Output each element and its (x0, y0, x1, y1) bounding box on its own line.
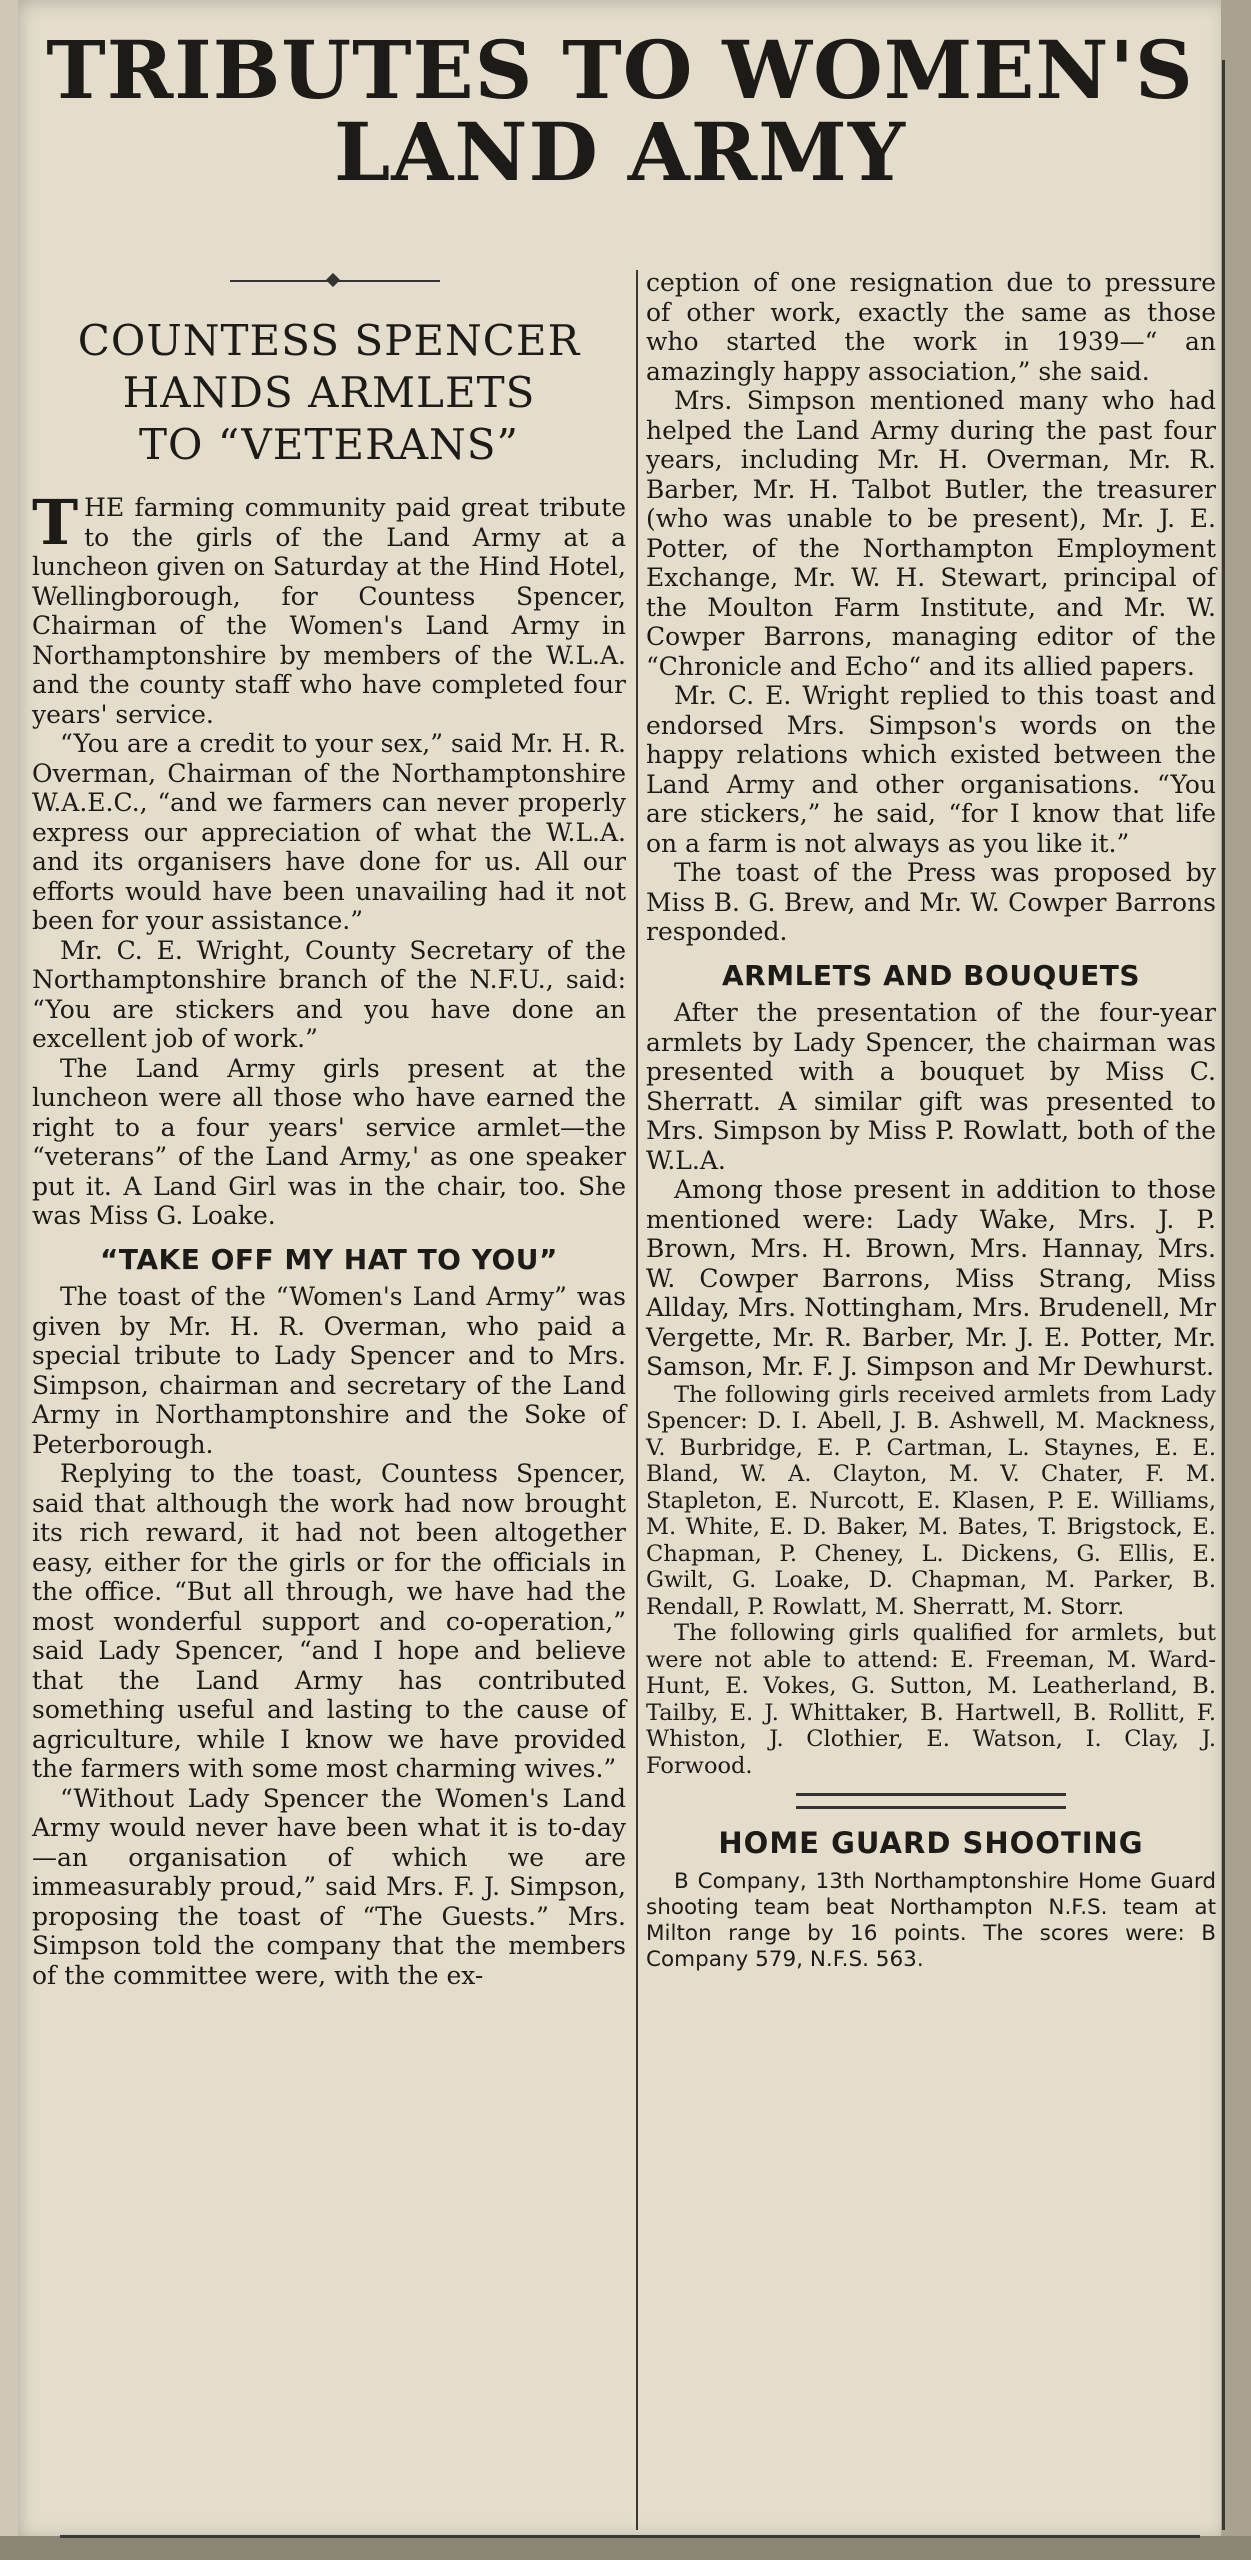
article-paragraph: Among those present in addition to those mentioned were: Lady Wake, Mrs. J. P. Brown, Mrs. H. Brown, Mrs. Hannay, Mrs. W. Cowper Barrons, Miss Strang, Miss Allday, Mrs. Nottingham, Mrs. Brudenell, Mr Vergette, Mr. R. Barber, Mr. J. E. Potter, Mr. Samson, Mr. F. J. Simpson and Mr Dewhurst. (646, 1175, 1216, 1381)
headline-line1: TRIBUTES TO WOMEN'S (46, 23, 1194, 117)
subhead-line1: COUNTESS SPENCER (77, 316, 581, 365)
article-paragraph: Mr. C. E. Wright, County Secretary of the Northamptonshire branch of the N.F.U., said: “You are stickers and you have done an excellent job of work.” (32, 935, 626, 1053)
subhead-line3: TO “VETERANS” (138, 420, 520, 469)
article-paragraph: Replying to the toast, Countess Spencer, said that although the work had now brought its rich reward, it had not been altogether easy, either for the girls or for the officials in the office. “But all through, we have had the most wonderful support and co-operation,” said Lady Spencer, “and I hope and believe that the Land Army has contributed something useful and lasting to the cause of agriculture, while I know we have provided the farmers with some most charming wives.” (32, 1459, 626, 1783)
article-paragraph: “Without Lady Spencer the Women's Land Army would never have been what it is to-day—an organisation of which we are immeasurably proud,” said Mrs. F. J. Simpson, proposing the toast of “The Guests.” Mrs. Simpson told the company that the members of the committee were, with the ex- (32, 1783, 626, 1990)
right-column (646, 268, 1216, 1973)
bottom-rule (60, 2535, 1200, 2538)
article-paragraph: Mrs. Simpson mentioned many who had helped the Land Army during the past four years, including Mr. H. Overman, Mr. R. Barber, Mr. H. Talbot Butler, the treasurer (who was unable to be present), Mr. J. E. Potter, of the Northampton Employment Exchange, Mr. W. H. Stewart, principal of the Moulton Farm Institute, and Mr. W. Cowper Barrons, managing editor of the “Chronicle and Echo“ and its allied papers. (646, 386, 1216, 681)
article-paragraph: B Company, 13th Northamptonshire Home Guard shooting team beat Northampton N.F.S. team at Milton range by 16 points. The scores were: B Company 579, N.F.S. 563. (646, 1868, 1216, 1972)
article-paragraph: “You are a credit to your sex,” said Mr. H. R. Overman, Chairman of the Northamptonshire W.A.E.C., “and we farmers can never properly express our appreciation of what the W.L.A. and its organisers have done for us. All our efforts would have been unavailing had it not been for your assistance.” (32, 729, 626, 935)
article-paragraph: The following girls received armlets from Lady Spencer: D. I. Abell, J. B. Ashwell, M. Mackness, V. Burbridge, E. P. Cartman, L. Staynes, E. E. Bland, W. A. Clayton, M. V. Chater, F. M. Stapleton, E. Nurcott, E. Klasen, P. E. Williams, M. White, E. D. Baker, M. Bates, T. Brigstock, E. Chapman, P. Cheney, L. Dickens, G. Ellis, E. Gwilt, G. Loake, D. Chapman, M. Parker, B. Rendall, P. Rowlatt, M. Sherratt, M. Storr. (646, 1381, 1216, 1620)
section-heading-home-guard: HOME GUARD SHOOTING (718, 1826, 1144, 1860)
article-paragraph: The following girls qualified for armlets, but were not able to attend: E. Freeman, M. Ward-Hunt, E. Vokes, G. Sutton, M. Leatherland, B. Tailby, E. J. Whittaker, B. Hartwell, B. Rollitt, F. Whiston, J. Clothier, E. Watson, I. Clay, J. Forwood. (646, 1620, 1216, 1779)
article-paragraph: Mr. C. E. Wright replied to this toast and endorsed Mrs. Simpson's words on the happy relations which existed between the Land Army and other organisations. “You are stickers,” he said, “for I know that life on a farm is not always as you like it.” (646, 681, 1216, 858)
article-paragraph: The Land Army girls present at the luncheon were all those who have earned the right to a four years' service armlet—the “veterans” of the Land Army,' as one speaker put it. A Land Girl was in the chair, too. She was Miss G. Loake. (32, 1053, 626, 1230)
headline (20, 23, 1220, 199)
article-paragraph: The toast of the Press was proposed by Miss B. G. Brew, and Mr. W. Cowper Barrons responded. (646, 858, 1216, 946)
ornament-rule (230, 280, 440, 282)
double-rule (796, 1793, 1066, 1809)
article-paragraph: ception of one resignation due to pressure of other work, exactly the same as those who started the work in 1939—“ an amazingly happy association,” she said. (646, 268, 1216, 386)
right-border-rule (1222, 60, 1225, 2530)
subhead-line2: HANDS ARMLETS (122, 368, 536, 417)
background-edge-bottom (0, 2536, 1251, 2560)
subheading (32, 315, 626, 471)
article-paragraph: The toast of the “Women's Land Army” was given by Mr. H. R. Overman, who paid a special tribute to Lady Spencer and to Mrs. Simpson, chairman and secretary of the Land Army in Northamptonshire and the Soke of Peterborough. (32, 1282, 626, 1459)
background-edge (1221, 0, 1251, 2560)
headline-line2: LAND ARMY (334, 104, 906, 199)
drop-cap: T (32, 486, 79, 559)
section-heading-hat: “TAKE OFF MY HAT TO YOU” (100, 1242, 558, 1276)
column-rule (636, 270, 638, 2530)
paragraph-text: HE farming community paid great tribute to the girls of the Land Army at a luncheon given on Saturday at the Hind Hotel, Wellingborough, for Countess Spencer, Chairman of the Women's Land Army in Northamptonshire by members of the W.L.A. and the county staff who have completed four years' service. (32, 493, 626, 729)
article-paragraph (32, 486, 626, 729)
article-paragraph: After the presentation of the four-year armlets by Lady Spencer, the chairman was presented with a bouquet by Miss C. Sherratt. A similar gift was presented to Mrs. Simpson by Miss P. Rowlatt, both of the W.L.A. (646, 998, 1216, 1175)
section-heading-armlets: ARMLETS AND BOUQUETS (722, 958, 1140, 992)
left-column (32, 315, 626, 1990)
